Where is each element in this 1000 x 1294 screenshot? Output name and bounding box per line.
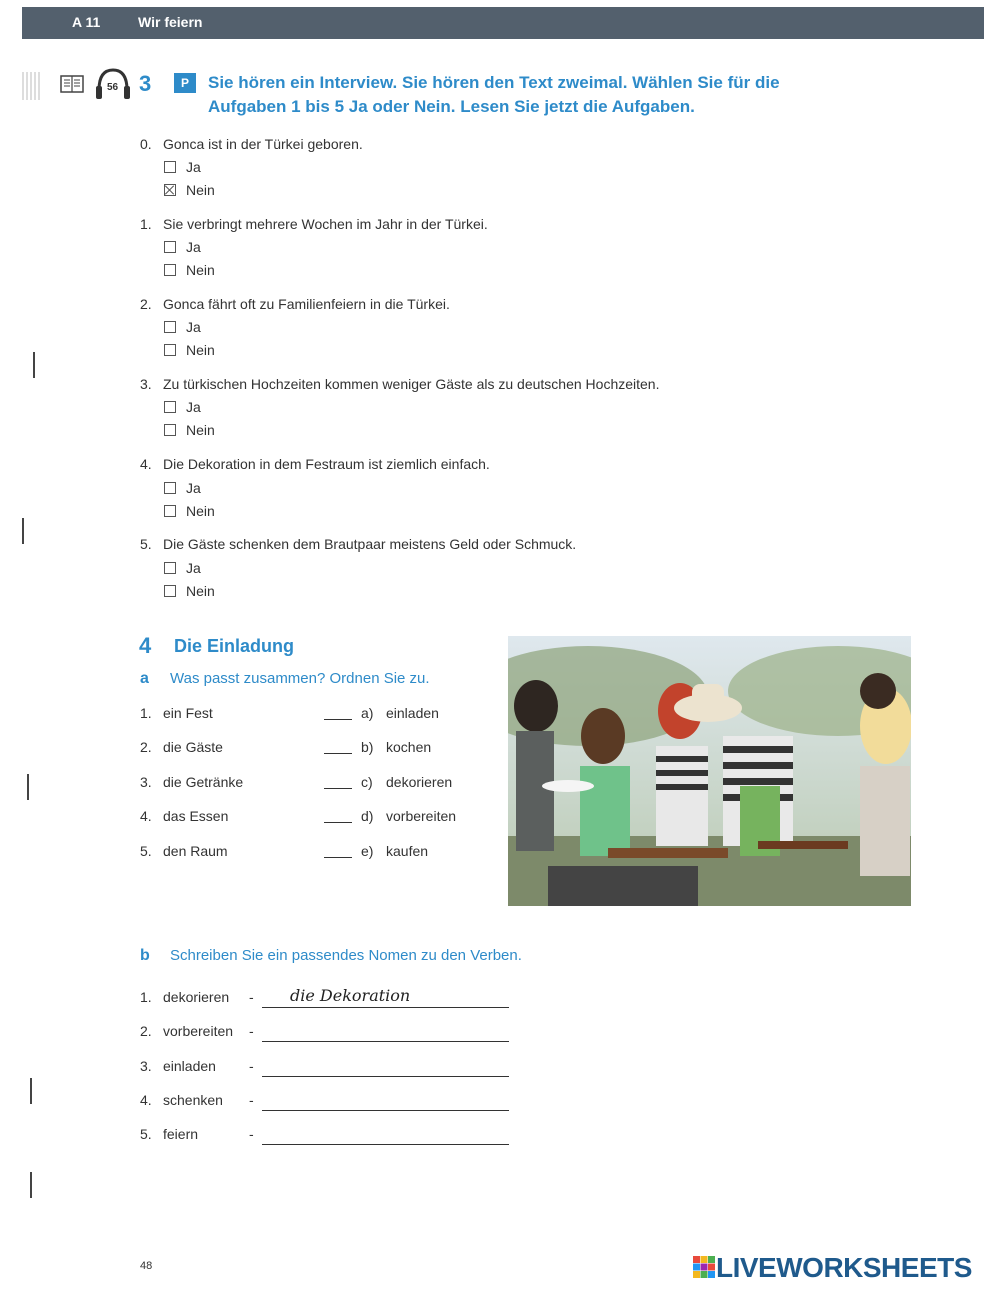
noun-row-4: 4. schenken -	[140, 1092, 520, 1116]
noun-row-3: 3. einladen -	[140, 1058, 520, 1082]
option-nein-1[interactable]: Nein	[164, 262, 215, 278]
question-1: 1. Sie verbringt mehrere Wochen im Jahr in der Türkei.	[140, 216, 488, 232]
edge-mark	[33, 352, 35, 378]
edge-mark	[30, 1078, 32, 1104]
audio-track-number: 56	[107, 82, 119, 93]
option-nein-2[interactable]: Nein	[164, 342, 215, 358]
page-number: 48	[140, 1260, 153, 1272]
part-a-letter: a	[140, 670, 149, 687]
checkbox[interactable]	[164, 401, 176, 413]
edge-mark	[27, 774, 29, 800]
match-left-5: 5. den Raum	[140, 843, 228, 859]
option-nein-0[interactable]: Nein	[164, 182, 215, 198]
handwritten-answer: die Dekoration	[290, 986, 411, 1005]
checkbox[interactable]	[164, 585, 176, 597]
brand-name: LIVEWORKSHEETS	[716, 1252, 972, 1283]
match-row-3: 3. die Getränke c) dekorieren	[140, 774, 453, 790]
match-right-b: kochen	[386, 739, 432, 755]
match-blank[interactable]	[324, 857, 352, 858]
match-blank[interactable]	[324, 822, 352, 823]
match-right-e: kaufen	[386, 843, 429, 859]
option-ja-3[interactable]: Ja	[164, 399, 201, 415]
question-2: 2. Gonca fährt oft zu Familienfeiern in die Türkei.	[140, 296, 450, 312]
match-row-4: 4. das Essen d) vorbereiten	[140, 808, 457, 824]
checkbox[interactable]	[164, 505, 176, 517]
match-left-2: 2. die Gäste	[140, 739, 223, 755]
match-row-5: 5. den Raum e) kaufen	[140, 843, 429, 859]
match-left-4: 4. das Essen	[140, 808, 229, 824]
option-ja-4[interactable]: Ja	[164, 480, 201, 496]
checkbox[interactable]	[164, 264, 176, 276]
chapter-title: Wir feiern	[138, 14, 203, 30]
noun-row-5: 5. feiern -	[140, 1126, 520, 1150]
part-a-instruction: Was passt zusammen? Ordnen Sie zu.	[170, 670, 430, 687]
question-3: 3. Zu türkischen Hochzeiten kommen weniger Gäste als zu deutschen Hochzeiten.	[140, 376, 660, 392]
checkbox[interactable]	[164, 241, 176, 253]
exercise-4-number: 4	[139, 633, 152, 658]
match-right-c: dekorieren	[386, 774, 453, 790]
question-5: 5. Die Gäste schenken dem Brautpaar meistens Geld oder Schmuck.	[140, 536, 577, 552]
party-photo	[508, 636, 911, 906]
margin-marks	[22, 72, 40, 100]
checkbox[interactable]	[164, 562, 176, 574]
question-4: 4. Die Dekoration in dem Festraum ist ziemlich einfach.	[140, 456, 490, 472]
match-left-3: 3. die Getränke	[140, 774, 244, 790]
option-nein-3[interactable]: Nein	[164, 422, 215, 438]
header-bar	[22, 7, 984, 39]
option-nein-5[interactable]: Nein	[164, 583, 215, 599]
checkbox[interactable]	[164, 321, 176, 333]
match-left-1: 1. ein Fest	[140, 705, 213, 721]
option-ja-2[interactable]: Ja	[164, 319, 201, 335]
match-row-1: 1. ein Fest a) einladen	[140, 705, 439, 721]
part-b-letter: b	[140, 947, 150, 964]
checkbox[interactable]	[164, 482, 176, 494]
question-0: 0. Gonca ist in der Türkei geboren.	[140, 136, 363, 152]
answer-line[interactable]	[262, 1007, 509, 1008]
match-blank[interactable]	[324, 753, 352, 754]
match-right-a: einladen	[386, 705, 439, 721]
edge-mark	[22, 518, 24, 544]
unit-label: A 11	[72, 14, 101, 30]
liveworksheets-logo-icon	[693, 1256, 715, 1278]
checkbox-checked[interactable]	[164, 184, 176, 196]
option-ja-1[interactable]: Ja	[164, 239, 201, 255]
option-ja-5[interactable]: Ja	[164, 560, 201, 576]
answer-line[interactable]	[262, 1144, 509, 1145]
checkbox[interactable]	[164, 424, 176, 436]
checkbox[interactable]	[164, 344, 176, 356]
exercise-3-instruction-line2: Aufgaben 1 bis 5 Ja oder Nein. Lesen Sie jetzt die Aufgaben.	[208, 97, 695, 116]
exercise-3-instruction-line1: Sie hören ein Interview. Sie hören den Text zweimal. Wählen Sie für die	[208, 73, 780, 92]
answer-line[interactable]	[262, 1110, 509, 1111]
edge-mark	[30, 1172, 32, 1198]
checkbox[interactable]	[164, 161, 176, 173]
match-right-d: vorbereiten	[386, 808, 457, 824]
match-row-2: 2. die Gäste b) kochen	[140, 739, 432, 755]
match-blank[interactable]	[324, 719, 352, 720]
match-blank[interactable]	[324, 788, 352, 789]
part-b-instruction: Schreiben Sie ein passendes Nomen zu den Verben.	[170, 947, 522, 964]
option-nein-4[interactable]: Nein	[164, 503, 215, 519]
option-ja-0[interactable]: Ja	[164, 159, 201, 175]
exam-badge: P	[174, 73, 196, 93]
exercise-3-number: 3	[139, 71, 152, 96]
noun-row-1: 1. dekorieren - die Dekoration	[140, 989, 520, 1013]
answer-line[interactable]	[262, 1041, 509, 1042]
exercise-4-title: Die Einladung	[174, 636, 295, 656]
answer-line[interactable]	[262, 1076, 509, 1077]
book-icon	[60, 74, 84, 94]
noun-row-2: 2. vorbereiten -	[140, 1023, 520, 1047]
